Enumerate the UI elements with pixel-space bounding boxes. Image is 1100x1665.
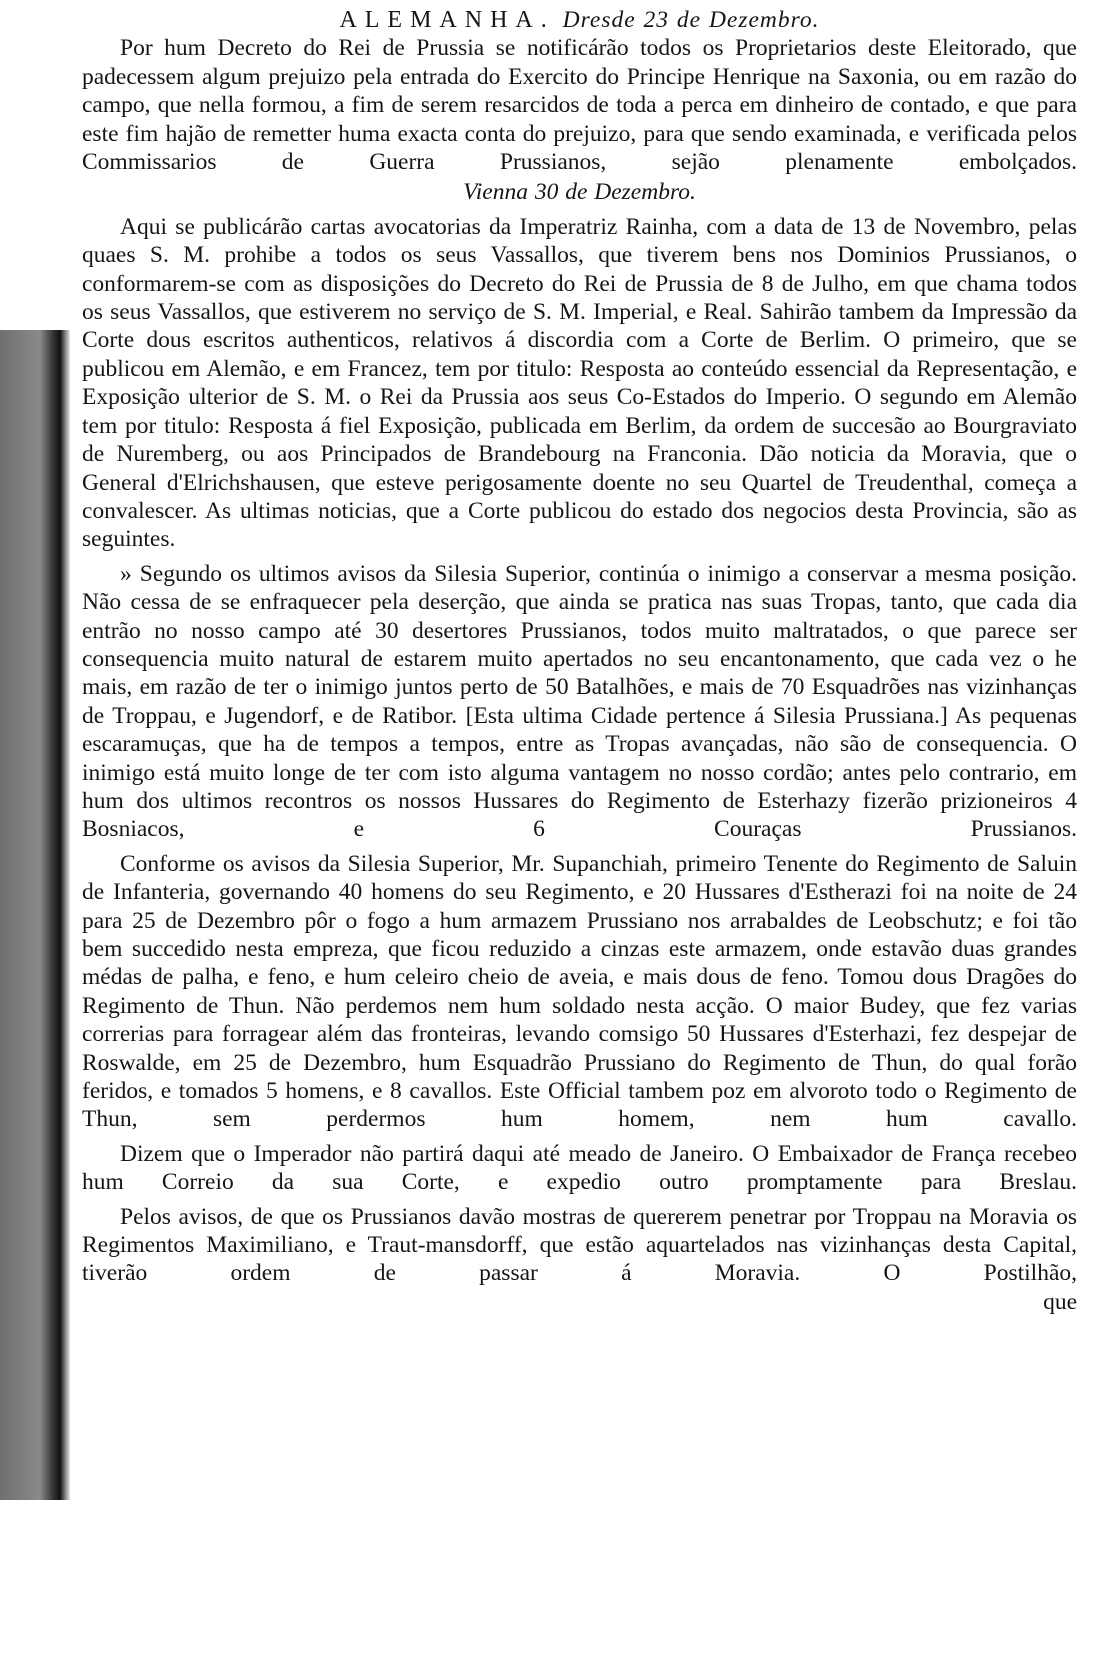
catchword: que bbox=[1043, 1288, 1077, 1315]
section-heading bbox=[82, 6, 1077, 34]
vienna-dateline: Vienna 30 de Dezembro. bbox=[463, 179, 696, 206]
paragraph-silesia-report: » Segundo os ultimos avisos da Silesia Superior, continúa o inimigo a conservar a mesma posição. Não cessa de se enfraquecer pela deserção, que ainda se pratica nas suas Tropas, tanto, que cada dia entrão no nosso campo até 30 desertores Prussianos, todos muito maltratados, o que parece ser consequencia muito natural de estarem muito apertados no seu encantonamento, que cada vez o he mais, em razão de ter o inimigo juntos perto de 50 Batalhões, e mais de 70 Esquadrões nas vizinhanças de Troppau, e Jugendorf, e de Ratibor. [Esta ultima Cidade pertence á Silesia Prussiana.] As pequenas escaramuças, que ha de tempos a tempos, entre as Tropas avançadas, não são de consequencia. O inimigo está muito longe de ter com isto alguma vantagem no nosso cordão; antes pelo contrario, em hum dos ultimos recontros os nossos Hussares do Regimento de Esterhazy fizerão prizioneiros 4 Bosniacos, e 6 Couraças Prussianos. bbox=[82, 560, 1077, 843]
paragraph-leobschutz-raid: Conforme os avisos da Silesia Superior, Mr. Supanchiah, primeiro Tenente do Regimento de Saluin de Infanteria, governando 40 homens do seu Regimento, e 20 Hussares d'Estherazi foi na noite de 24 para 25 de Dezembro pôr o fogo a hum armazem Prussiano nos arrabaldes de Leobschutz; e foi tão bem succedido nesta empreza, que ficou reduzido a cinzas este armazem, onde estavão duas grandes médas de palha, e feno, e hum celeiro cheio de aveia, e mais dous de feno. Tomou dous Dragões do Regimento de Thun. Não perdemos nem hum soldado nesta acção. O maior Budey, que fez varias correrias para forragear além das fronteiras, levando comsigo 50 Hussares d'Esterhazi, fez despejar de Roswalde, em 25 de Dezembro, hum Esquadrão Prussiano do Regimento de Thun, do qual forão feridos, e tomados 5 homens, e 8 cavallos. Este Official tambem poz em alvoroto todo o Regimento de Thun, sem perdermos hum homem, nem hum cavallo. bbox=[82, 850, 1077, 1133]
paragraph-prussian-decree: Por hum Decreto do Rei de Prussia se notificárão todos os Proprietarios deste Eleitorado, que padecessem algum prejuizo pela entrada do Exercito do Principe Henrique na Saxonia, ou em razão do campo, que nella formou, a fim de serem resarcidos de toda a perca em dinheiro de contado, e que para este fim hajão de remetter huma exacta conta do prejuizo, para que sendo examinada, e verificada pelos Commissarios de Guerra Prussianos, sejão plenamente embolçados. bbox=[82, 35, 1077, 176]
heading-country: ALEMANHA. bbox=[339, 7, 555, 33]
paragraph-regiments: Pelos avisos, de que os Prussianos davão mostras de quererem penetrar por Troppau na Moravia os Regimentos Maximiliano, e Traut-mansdorff, que estão aquartelados nas vizinhanças desta Capital, tiverão ordem de passar á Moravia. O Postilhão, bbox=[82, 1203, 1077, 1287]
heading-dateline: Dresde 23 de Dezembro. bbox=[562, 7, 820, 33]
paragraph-avocatorias: Aqui se publicárão cartas avocatorias da Imperatriz Rainha, com a data de 13 de Novembro, pelas quaes S. M. prohibe a todos os seus Vassallos, que tiverem bens nos Dominios Prussianos, o conformarem-se com as disposições do Decreto do Rei de Prussia de 8 de Julho, em que chama todos os seus Vassallos, que estiverem no serviço de S. M. Imperial, e Real. Sahirão tambem da Impressão da Corte dous escritos authenticos, relativos á discordia com a Corte de Berlim. O primeiro, que se publicou em Alemão, e em Francez, tem por titulo: Resposta ao conteúdo essencial da Representação, e Exposição ulterior de S. M. o Rei da Prussia aos seus Co-Estados do Imperio. O segundo em Alemão tem por titulo: Resposta á fiel Exposição, publicada em Berlim, da ordem de succesão ao Bourgraviato de Nuremberg, ou aos Principados de Brandebourg na Franconia. Dão noticia da Moravia, que o General d'Elrichshausen, que esteve perigosamente doente no seu Quartel de Treudenthal, começa a convalescer. As ultimas noticias, que a Corte publicou do estado dos negocios desta Provincia, são as seguintes. bbox=[82, 213, 1077, 553]
newspaper-page bbox=[82, 6, 1077, 1656]
scan-binding-edge bbox=[0, 330, 70, 1500]
paragraph-emperor: Dizem que o Imperador não partirá daqui até meado de Janeiro. O Embaixador de França recebeo hum Correio da sua Corte, e expedio outro promptamente para Breslau. bbox=[82, 1140, 1077, 1196]
